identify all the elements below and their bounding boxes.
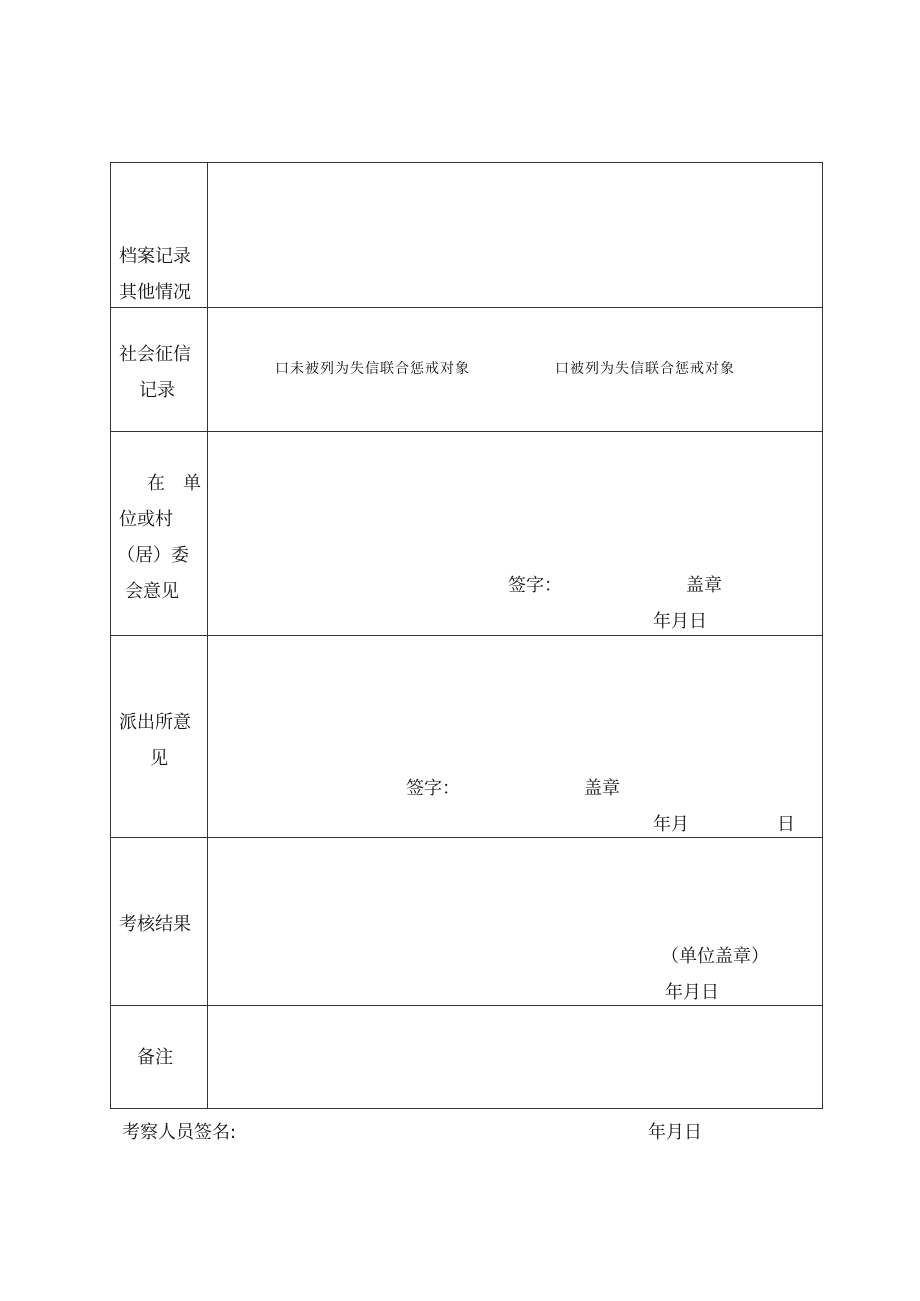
- remarks-label: 备注: [137, 1047, 173, 1068]
- credit-label-line1: 社会征信: [119, 344, 191, 365]
- police-label-line1: 派出所意: [119, 712, 191, 733]
- unit-label-line1: 在 单: [147, 473, 201, 494]
- row-divider: [111, 431, 822, 432]
- unit-label-line2: 位或村: [119, 509, 173, 530]
- archive-label-line1: 档案记录: [119, 246, 191, 267]
- police-date-year-month: 年月: [653, 814, 689, 835]
- archive-label-line2: 其他情况: [119, 282, 191, 303]
- police-sign-label: 签字：: [406, 778, 460, 799]
- assessment-seal-label: （单位盖章）: [661, 946, 769, 967]
- assessment-label: 考核结果: [119, 914, 191, 935]
- option-listed-checkbox[interactable]: 口被列为失信联合惩戒对象: [555, 361, 735, 377]
- assessment-date: 年月日: [665, 982, 719, 1003]
- unit-sign-label: 签字：: [508, 575, 562, 596]
- unit-label-line3: （居）委: [117, 545, 189, 566]
- unit-date: 年月日: [653, 611, 707, 632]
- police-date-day: 日: [777, 814, 795, 835]
- unit-seal-label: 盖章: [686, 575, 722, 596]
- archive-content-cell[interactable]: [208, 164, 820, 305]
- row-divider: [111, 307, 822, 308]
- option-not-listed-checkbox[interactable]: 口未被列为失信联合惩戒对象: [275, 361, 470, 377]
- row-divider: [111, 837, 822, 838]
- police-seal-label: 盖章: [584, 778, 620, 799]
- remarks-content-cell[interactable]: [208, 1006, 820, 1106]
- police-label-line2: 见: [150, 748, 168, 769]
- inspector-sign-label: 考察人员签名:: [122, 1122, 237, 1143]
- credit-label-line2: 记录: [139, 380, 175, 401]
- row-divider: [111, 635, 822, 636]
- footer-date: 年月日: [648, 1122, 702, 1143]
- unit-label-line4: 会意见: [125, 581, 179, 602]
